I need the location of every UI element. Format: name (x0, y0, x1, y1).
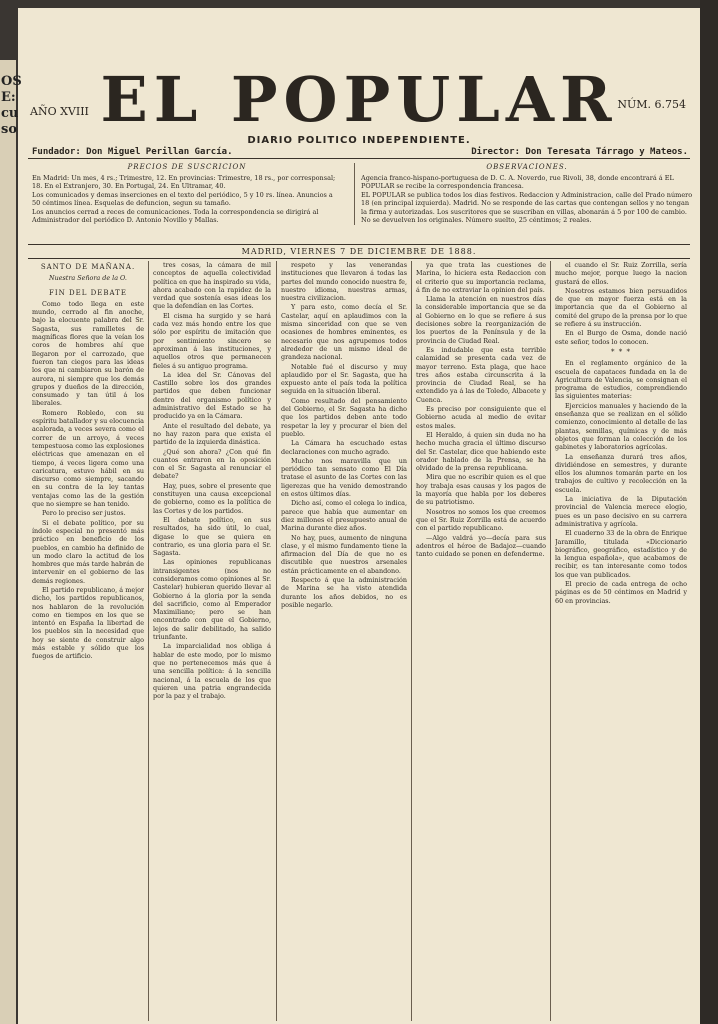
article-subheading: Nuestra Señora de la O. (49, 274, 127, 283)
margin-fragment: OS (1, 74, 22, 89)
masthead-rule (28, 158, 690, 159)
subtitle: DIARIO POLITICO INDEPENDIENTE. (247, 135, 471, 146)
column-divider (550, 261, 551, 1021)
article-paragraph: Mucho nos maravilla que un periódico tan sensato como El Día tratase el asunto de las Cortes con las ligerezas que ha venido demostrando en estos últimos días. (281, 456, 407, 499)
subscription-heading: PRECIOS DE SUSCRICION (127, 163, 247, 171)
date-rule-top (28, 244, 690, 245)
column-divider (148, 261, 149, 1021)
article-paragraph: ya que trata las cuestiones de Marina, lo hiciera esta Redaccion con el criterio que su importancia reclama, á fin de no extraviar la opinion del país. (416, 261, 546, 294)
article-paragraph: La iniciativa de la Diputación provincial de Valencia merece elogio, pues es un paso decisivo en su carrera administrativa y agrícola. (555, 495, 687, 528)
article-paragraph: Respecto á que la administración de Marina se ha visto atendida durante los años debidos, no es posible negarlo. (281, 575, 407, 609)
article-paragraph: Si el debate político, por su índole especial no presentó más práctico en beneficio de los pueblos, en cambio ha definido de un modo claro la actitud de los hombres que más tarde habrán de intervenir en el gobierno de las demás regiones. (32, 518, 144, 585)
left-page-edge (0, 60, 22, 1024)
observations-heading: OBSERVACIONES. (486, 163, 568, 171)
article-paragraph: La imparcialidad nos obliga á hablar de este modo, por lo mismo que no pertenecemos más que á una sencilla política: á la sencilla nacional, á la escuela de los que quieren una patria engrandecida por la paz y el trabajo. (153, 642, 271, 701)
article-paragraph: El debate político, en sus resultados, ha sido útil, lo cual, digase lo que se quiera en contrario, es una gloria para el Sr. Sagasta. (153, 515, 271, 558)
article-paragraph: La idea del Sr. Cánovas del Castillo sobre los dos grandes partidos que deben funcionar dentro del organismo político y administrativo del Estado se ha producido ya en la Cámara. (153, 370, 271, 421)
article-paragraph: Llama la atención en nuestros días la considerable importancia que se da al Gobierno en lo que se refiere á sus decisiones sobre la reorganización de los puertos de la Península y de la provincia de Ciudad Real. (416, 295, 546, 345)
issue-number: NÚM. 6.754 (617, 98, 686, 111)
article-paragraph: Es indudable que esta terrible calamidad se presenta cada vez de mayor terreno. Esta plaga, que hace tres años estaba circunscrita á la provincia de Ciudad Real, se ha extendido ya á las de Toledo, Albacete y Cuenca. (416, 345, 546, 404)
subscription-line: Los comunicados y demas inserciones en el texto del periódico, 5 y 10 rs. línea. Anuncios a 50 céntimos línea. Esquelas de defuncion, segun su tamaño. (32, 190, 333, 207)
article-paragraph: ¿Qué son ahora? ¿Con qué fin cuantos entraron en la oposición con el Sr. Sagasta al renunciar el debate? (153, 447, 271, 481)
article-paragraph: Ante el resultado del debate, ya no hay razon para que exista el partido de la izquierda dinástica. (153, 421, 271, 447)
article-paragraph: Hay, pues, sobre el presente que constituyen una causa excepcional de gobierno, como es la política de las Cortes y de los partidos. (153, 481, 271, 515)
article-column-4 (416, 261, 546, 1021)
article-paragraph: Como resultado del pensamiento del Gobierno, el Sr. Sagasta ha dicho que los partidos deben ante todo respetar la ley y procurar el bien del pueblo. (281, 396, 407, 438)
article-paragraph: Dicho así, como el colega lo indica, parece que había que aumentar en diez millones el presupuesto anual de Marina durante diez años. (281, 499, 407, 533)
observations-line: EL POPULAR se publica todos los dias festivos. Redaccion y Administracion, calle del Prado número 18 (en principal izquierda). Madrid. No se responde de las cartas que contengan sellos y no tengan la firma y autorizadas. Los suscritores que se suscriban en villas, abonarán á 5 por 100 de cambio. (361, 190, 693, 216)
article-paragraph: Como todo llega en este mundo, cerrado al fin anoche, bajo la elocuente palabra del Sr. Sagasta, sus ramilletes de magníficas flores que la veían los coros de hombres ahí que llegaron por el carrozado, que fueron tan ciegos para las ideas los que ni cambiaron su barón de aurora, ni siempre que los demás grupos y dueños de la dirección, consumado y tan útil á los liberales. (32, 299, 144, 408)
article-paragraph: Romero Robledo, con su espíritu batallador y su elocuencia acalorada, a veces severa como el correr de un arroyo, á veces tempestuosa como las explosiones eléctricas que amenazan en el tiempo, á veces ligera como una caricatura, estuvo hábil en su discurso como siempre, sacando en su contra de la ley tantas ventajas como las de la gestión que no siempre se han tenido. (32, 408, 144, 509)
article-heading: * * * (611, 347, 631, 356)
article-column-5 (555, 261, 687, 1021)
observations-line: No se devuelven los originales. Número suelto, 25 céntimos; 2 reales. (361, 216, 592, 224)
article-paragraph: respeto y las venerandas instituciones que llevaron á todas las partes del mundo conocido nuestra fe, nuestro idioma, nuestras armas, nuestra civilizacion. (281, 261, 407, 303)
date-rule-bottom (28, 258, 690, 259)
article-paragraph: El precio de cada entrega de ocho páginas es de 50 céntimos en Madrid y 60 en provincias. (555, 579, 687, 605)
article-paragraph: En el reglamento orgánico de la escuela de capataces fundada en la de Agricultura de Valencia, se consignan el programa de estudios, comprendiendo las siguientes materias: (555, 359, 687, 401)
article-paragraph: En el Burgo de Osma, donde nació este señor, todos lo conocen. (555, 329, 687, 346)
observations-line: Agencia franco-hispano-portuguesa de D. C. A. Noverdo, rue Rivoli, 38, donde encontrará á EL POPULAR se recibe la correspondencia francesa. (361, 173, 674, 190)
column-divider (276, 261, 277, 1021)
article-paragraph: El partido republicano, á mejor dicho, los partidos republicanos, nos hablaron de la revolución como en tiempos en los que se intentó en España la libertad de los pueblos sin la necesidad que hoy se siente de construir algo más estable y sólido que los fuegos de artificio. (32, 585, 144, 661)
subscription-line: En Madrid: Un mes, 4 rs.; Trimestre, 12. En provincias: Trimestre, 18 rs., por corresponsal; 18. En el Extranjero, 30. En Portugal, 24. En Ultramar, 40. (32, 173, 336, 190)
column-divider (411, 261, 412, 1021)
article-column-1 (32, 261, 144, 1021)
article-paragraph: Es preciso por consiguiente que el Gobierno acuda al medio de evitar estos males. (416, 405, 546, 430)
article-paragraph: tres cosas, la cámara de mil conceptos de aquella colectividad política en que ha inspirado su vida, ahora acabado con la rapidez de la verdad que sostenía esas ideas los que la defendían en las Cortes. (153, 261, 271, 311)
article-paragraph: Nosotros estamos bien persuadidos de que en mayor fuerza está en la importancia que da el Gobierno al comité del grupo de la prensa por lo que se refiere á su instrucción. (555, 286, 687, 329)
article-paragraph: Pero lo preciso ser justos. (42, 509, 126, 518)
article-paragraph: No hay, pues, aumento de ninguna clase, y el mismo fundamento tiene la afirmacion del Día de que no es discutible que nuestros arsenales están prácticamente en el abandono. (281, 533, 407, 575)
observations-box (354, 163, 693, 225)
article-paragraph: El Heraldo, á quien sin duda no ha hecho mucha gracia el último discurso del Sr. Castelar, dice que habiendo este orador hablado de la Prensa, se ha olvidado de la prensa republicana. (416, 430, 546, 473)
founder-line: Fundador: Don Miguel Perillan García. (32, 147, 233, 157)
margin-fragment: cu (1, 106, 19, 121)
masthead-title: EL POPULAR (100, 63, 618, 136)
year-label: AÑO XVIII (30, 105, 89, 118)
margin-fragment: so (1, 122, 17, 137)
article-paragraph: —Algo valdrá yo—decía para sus adentros el héroe de Badajoz—cuando tanto cuidado se ponen en defenderme. (416, 533, 546, 559)
margin-fragment: E: (1, 90, 16, 105)
article-paragraph: Ejercicios manuales y haciendo de la enseñanza que se realizan en el sólido comienzo, conocimiento al detalle de las plantas, semillas, químicas y de más objetos que forman la colección de los gabinetes y laboratorios agrícolas. (555, 401, 687, 452)
article-paragraph: Y para esto, como decía el Sr. Castelar, aquí en aplaudimos con la misma sinceridad con que se ven ocasiones de hombres eminentes, es necesario que nos agrupemos todos alrededor de un mismo ideal de grandeza nacional. (281, 303, 407, 362)
article-paragraph: La Cámara ha escuchado estas declaraciones con mucho agrado. (281, 439, 407, 456)
subscription-line: Los anuncios cerrad a reces de comunicaciones. Toda la correspondencia se dirigirá al Administrador del periódico D. Antonio Novillo y Mallas. (32, 207, 319, 224)
subscription-box (32, 163, 342, 225)
article-paragraph: El cisma ha surgido y se hará cada vez más hondo entre los que sólo por espíritu de imitación que por sentimiento sincero se aproximan á las instituciones, y aquellos otros que permanecen fieles á su antiguo programa. (153, 311, 271, 370)
article-paragraph: el cuando el Sr. Ruiz Zorrilla, sería mucho mejor, porque luego la nacion gustará de ellos. (555, 261, 687, 286)
article-paragraph: Mira que no escribir quien es el que hoy trabaja esas causas y los pagos de la mayoría que habla por los deberes de su patriotismo. (416, 473, 546, 507)
date-line: MADRID, VIERNES 7 DE DICIEMBRE DE 1888. (241, 247, 477, 256)
director-line: Director: Don Teresata Tárrago y Mateos. (471, 147, 688, 157)
article-paragraph: Notable fué el discurso y muy aplaudido por el Sr. Sagasta, que ha expuesto ante el país toda la política seguida en la situación liberal. (281, 362, 407, 396)
article-column-3 (281, 261, 407, 1021)
article-heading: SANTO DE MAÑANA. (40, 263, 136, 271)
article-column-2 (153, 261, 271, 1021)
article-paragraph: La enseñanza durará tres años, dividiéndose en semestres, y durante ellos los alumnos tomarán parte en los trabajos de cultivo y recolección en la escuela. (555, 452, 687, 494)
right-page-edge (700, 0, 718, 1024)
article-paragraph: Nosotros no somos los que creemos que el Sr. Ruiz Zorrilla está de acuerdo con el partido republicano. (416, 507, 546, 533)
article-paragraph: El cuaderno 33 de la obra de Enrique Jaramillo, titulada «Diccionario biográfico, geográfico, estadístico y de la lengua española», que acabamos de recibir, es tan interesante como todos los que van publicados. (555, 529, 687, 579)
article-paragraph: Las opiniones republicanas intransigentes (nos no consideramos como opiniones al Sr. Castelar) hubieran querido llevar al Gobierno á la gloria por la senda del sacrificio, como al Emperador Maximiliano; pero se han encontrado con que el Gobierno, lejos de salir debilitado, ha salido triunfante. (153, 558, 271, 642)
article-heading: FIN DEL DEBATE (49, 288, 127, 297)
newspaper-page (18, 8, 700, 1024)
